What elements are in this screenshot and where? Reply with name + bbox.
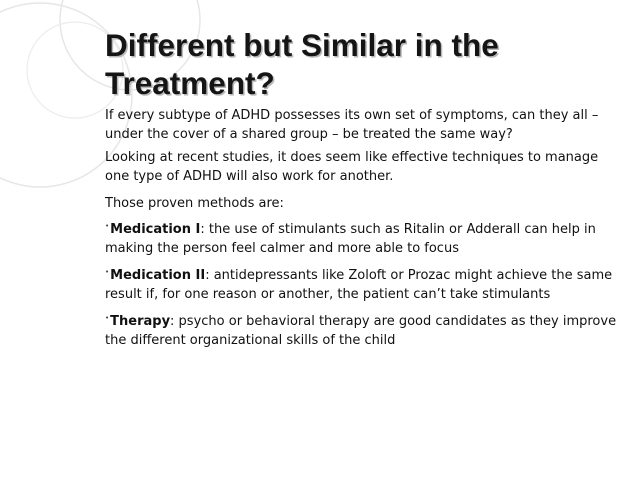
- bullet-text: : antidepressants like Zoloft or Prozac might achieve the same result if, for one reason or another, the patient can’t take stimulants: [105, 268, 613, 302]
- paragraph-question: If every subtype of ADHD possesses its own set of symptoms, can they all – under the cover of a shared group – be treated the same way?: [105, 108, 599, 142]
- bullet-term: Therapy: [110, 314, 171, 329]
- slide-title: Different but Similar in the Treatment?: [105, 27, 499, 101]
- bullet-term: Medication II: [110, 268, 206, 283]
- bullet-text: : the use of stimulants such as Ritalin or Adderall can help in making the person feel calmer and more able to focus: [105, 222, 596, 256]
- bullet-text: : psycho or behavioral therapy are good candidates as they improve the different organizational skills of the child: [105, 314, 617, 348]
- bullet-term: Medication I: [110, 222, 201, 237]
- bullet-medication-2: [105, 263, 625, 304]
- slide-body: [105, 106, 625, 355]
- bullet-dot-icon: •: [105, 314, 110, 322]
- bullet-dot-icon: •: [105, 222, 110, 230]
- bullet-medication-1: [105, 217, 625, 258]
- bullet-dot-icon: •: [105, 268, 110, 276]
- paragraph-studies: Looking at recent studies, it does seem like effective techniques to manage one type of ADHD will also work for another.: [105, 150, 599, 184]
- paragraph-methods-intro: Those proven methods are:: [105, 196, 284, 211]
- bullet-therapy: [105, 309, 625, 350]
